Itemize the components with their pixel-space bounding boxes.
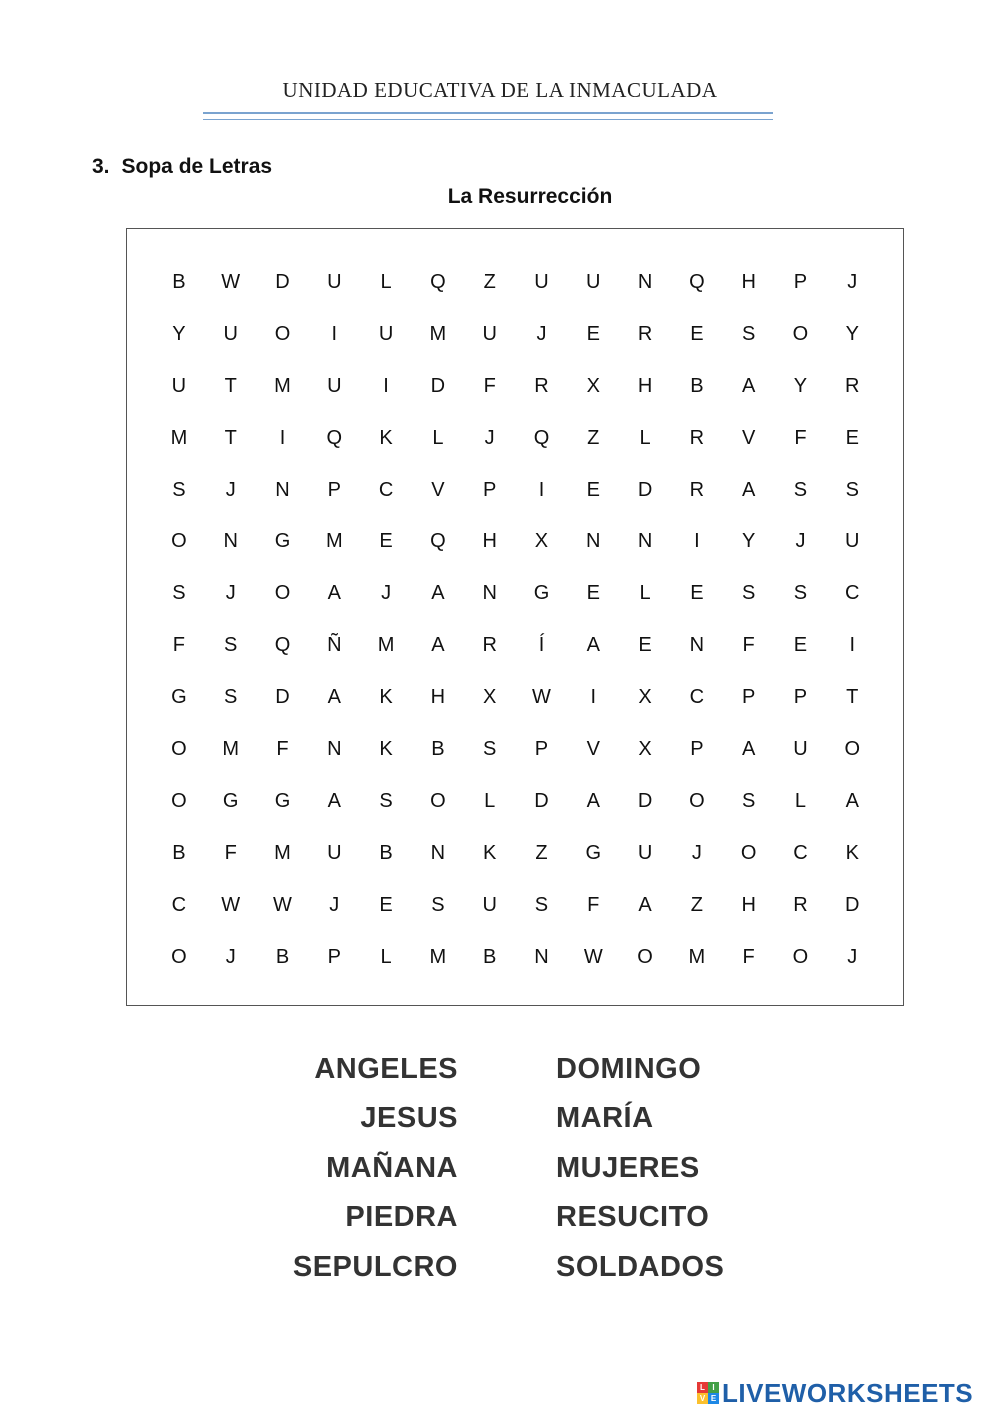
grid-cell[interactable]: X	[638, 686, 652, 709]
liveworksheets-brand	[697, 1378, 973, 1408]
grid-cell[interactable]: E	[638, 634, 652, 657]
logo-square: L	[697, 1382, 708, 1393]
grid-cell[interactable]: J	[847, 945, 858, 968]
grid-cell[interactable]: C	[845, 582, 860, 605]
grid-cell[interactable]: B	[172, 271, 186, 293]
grid-cell[interactable]: U	[534, 271, 549, 293]
grid-cell[interactable]: R	[689, 478, 705, 501]
grid-cell[interactable]: D	[845, 893, 860, 916]
grid-cell[interactable]: Ñ	[327, 634, 342, 657]
grid-cell[interactable]: Z	[535, 841, 548, 864]
grid-cell[interactable]: P	[741, 686, 756, 709]
grid-cell[interactable]: U	[586, 271, 601, 293]
grid-cell[interactable]: N	[430, 841, 446, 864]
grid-cell[interactable]: F	[587, 893, 600, 916]
logo-square: V	[697, 1393, 708, 1404]
grid-cell[interactable]: U	[223, 322, 238, 345]
grid-cell[interactable]: P	[534, 738, 549, 761]
grid-cell[interactable]: R	[793, 893, 808, 916]
grid-cell[interactable]: J	[847, 271, 858, 293]
grid-cell[interactable]: O	[792, 322, 809, 345]
grid-cell[interactable]: D	[275, 271, 290, 293]
word-list-item: PIEDRA	[345, 1201, 458, 1234]
grid-cell[interactable]: U	[793, 738, 808, 761]
grid-cell[interactable]: E	[379, 893, 393, 916]
grid-cell[interactable]: M	[429, 322, 447, 345]
grid-cell[interactable]: C	[689, 686, 705, 709]
grid-cell[interactable]: G	[533, 582, 550, 605]
grid-cell[interactable]: Y	[741, 530, 756, 553]
grid-cell[interactable]: N	[637, 271, 653, 293]
grid-cell[interactable]: O	[274, 322, 291, 345]
grid-cell[interactable]: A	[741, 738, 756, 761]
grid-cell[interactable]: M	[170, 426, 188, 449]
grid-cell[interactable]: D	[637, 478, 653, 501]
grid-cell[interactable]: I	[590, 686, 597, 709]
grid-cell[interactable]: Y	[172, 322, 186, 345]
grid-cell[interactable]: B	[483, 945, 497, 968]
grid-cell[interactable]: U	[327, 271, 342, 293]
grid-cell[interactable]: E	[379, 530, 393, 553]
puzzle-title: La Resurrección	[447, 185, 613, 208]
grid-cell[interactable]: R	[534, 374, 549, 397]
grid-cell[interactable]: N	[534, 945, 549, 968]
grid-cell[interactable]: L	[432, 426, 444, 449]
grid-cell[interactable]: P	[327, 945, 341, 968]
grid-cell[interactable]: F	[276, 738, 289, 761]
grid-cell[interactable]: Y	[845, 322, 859, 345]
grid-cell[interactable]: W	[583, 945, 603, 968]
grid-cell[interactable]: W	[273, 893, 292, 916]
grid-cell[interactable]: D	[275, 686, 290, 709]
grid-cell[interactable]: M	[429, 945, 447, 968]
word-search-grid	[153, 257, 878, 983]
grid-cell[interactable]: U	[171, 374, 187, 397]
grid-cell[interactable]: E	[690, 322, 704, 345]
word-list-right-column	[556, 1045, 816, 1292]
grid-cell[interactable]: L	[639, 426, 651, 449]
word-search-grid-frame	[126, 228, 904, 1006]
word-list-item: MAÑANA	[326, 1151, 458, 1184]
grid-cell[interactable]: U	[637, 841, 653, 864]
grid-cell[interactable]: S	[741, 322, 756, 345]
grid-cell[interactable]: S	[741, 582, 756, 605]
grid-cell[interactable]: Z	[690, 893, 703, 916]
word-list-item: MUJERES	[556, 1151, 700, 1184]
grid-cell[interactable]: S	[224, 686, 238, 709]
grid-cell[interactable]: P	[690, 738, 704, 761]
grid-cell[interactable]: Z	[483, 271, 496, 293]
grid-cell[interactable]: M	[274, 841, 291, 864]
grid-cell[interactable]: H	[741, 893, 756, 916]
grid-cell[interactable]: I	[849, 634, 856, 657]
grid-cell[interactable]: S	[793, 582, 808, 605]
grid-cell[interactable]: S	[483, 738, 497, 761]
grid-cell[interactable]: S	[172, 478, 186, 501]
header-rule-bottom	[203, 119, 773, 120]
grid-cell[interactable]: K	[483, 841, 497, 864]
header-rule-top	[203, 112, 773, 114]
grid-cell[interactable]: V	[586, 738, 600, 761]
logo-square: E	[708, 1393, 719, 1404]
grid-cell[interactable]: S	[224, 634, 238, 657]
grid-cell[interactable]: B	[275, 945, 290, 968]
grid-cell[interactable]: O	[171, 945, 187, 968]
grid-cell[interactable]: G	[274, 789, 291, 812]
grid-cell[interactable]: S	[379, 789, 393, 812]
grid-cell[interactable]: J	[225, 945, 236, 968]
grid-cell[interactable]: L	[380, 945, 392, 968]
grid-cell[interactable]: B	[690, 374, 704, 397]
grid-cell[interactable]: O	[430, 789, 446, 812]
grid-cell[interactable]: I	[694, 530, 700, 553]
grid-cell[interactable]: H	[637, 374, 653, 397]
grid-cell[interactable]: O	[171, 738, 187, 761]
grid-cell[interactable]: A	[431, 634, 445, 657]
grid-cell[interactable]: J	[381, 582, 392, 605]
grid-cell[interactable]: A	[327, 789, 341, 812]
grid-cell[interactable]: M	[377, 634, 395, 657]
grid-cell[interactable]: O	[274, 582, 291, 605]
grid-cell[interactable]: O	[689, 789, 705, 812]
grid-cell[interactable]: B	[172, 841, 186, 864]
grid-cell[interactable]: N	[223, 530, 238, 553]
grid-cell[interactable]: D	[637, 789, 653, 812]
grid-cell[interactable]: U	[845, 530, 860, 553]
school-name: UNIDAD EDUCATIVA DE LA INMACULADA	[282, 78, 718, 102]
grid-cell[interactable]: L	[380, 271, 392, 293]
grid-cell[interactable]: L	[794, 789, 807, 812]
grid-cell[interactable]: X	[534, 530, 549, 553]
grid-cell[interactable]: V	[741, 426, 756, 449]
grid-cell[interactable]: T	[846, 686, 859, 709]
grid-cell[interactable]: I	[383, 374, 389, 397]
grid-cell[interactable]: J	[536, 322, 547, 345]
grid-cell[interactable]: N	[327, 738, 342, 761]
grid-cell[interactable]: K	[845, 841, 859, 864]
grid-cell[interactable]: J	[795, 530, 806, 553]
grid-cell[interactable]: F	[172, 634, 185, 657]
grid-cell[interactable]: R	[845, 374, 860, 397]
grid-cell[interactable]: P	[327, 478, 341, 501]
grid-cell[interactable]: L	[484, 789, 496, 812]
grid-cell[interactable]: J	[484, 426, 495, 449]
liveworksheets-logo-icon	[697, 1382, 719, 1404]
word-list-item: JESUS	[360, 1102, 458, 1135]
grid-cell[interactable]: H	[741, 271, 756, 293]
section-title: Sopa de Letras	[121, 155, 273, 178]
grid-cell[interactable]: P	[793, 271, 808, 293]
grid-cell[interactable]: B	[431, 738, 445, 761]
grid-cell[interactable]: A	[586, 634, 600, 657]
grid-cell[interactable]: Y	[793, 374, 808, 397]
word-list-item: ANGELES	[314, 1053, 458, 1085]
grid-cell[interactable]: X	[638, 738, 652, 761]
word-list-item: MARÍA	[556, 1102, 654, 1135]
grid-cell[interactable]: G	[274, 530, 291, 553]
word-list-item: SEPULCRO	[292, 1250, 458, 1283]
grid-cell[interactable]: J	[329, 893, 340, 916]
grid-cell[interactable]: Q	[326, 426, 343, 449]
grid-cell[interactable]: A	[741, 478, 756, 501]
grid-cell[interactable]: T	[224, 374, 237, 397]
grid-cell[interactable]: Q	[533, 426, 550, 449]
grid-cell[interactable]: N	[275, 478, 290, 501]
grid-cell[interactable]: O	[171, 789, 187, 812]
grid-cell[interactable]: A	[327, 582, 341, 605]
word-list-left-column	[260, 1045, 458, 1292]
grid-cell[interactable]: O	[792, 945, 809, 968]
grid-cell[interactable]: M	[274, 374, 291, 397]
grid-cell[interactable]: T	[224, 426, 237, 449]
grid-cell[interactable]: E	[586, 322, 600, 345]
grid-cell[interactable]: U	[482, 893, 497, 916]
grid-cell[interactable]: N	[637, 530, 653, 553]
grid-cell[interactable]: J	[225, 478, 236, 501]
word-list	[0, 1045, 1000, 1295]
grid-cell[interactable]: A	[741, 374, 756, 397]
grid-cell[interactable]: X	[483, 686, 497, 709]
word-list-item: SOLDADOS	[556, 1250, 725, 1283]
grid-cell[interactable]: A	[586, 789, 600, 812]
grid-cell[interactable]: S	[534, 893, 549, 916]
grid-cell[interactable]: K	[379, 426, 393, 449]
grid-cell[interactable]: J	[225, 582, 236, 605]
grid-cell[interactable]: G	[222, 789, 239, 812]
grid-cell[interactable]: D	[430, 374, 446, 397]
grid-cell[interactable]: O	[171, 530, 187, 553]
grid-cell[interactable]: G	[585, 841, 602, 864]
grid-cell[interactable]: Q	[430, 530, 446, 553]
grid-cell[interactable]: S	[741, 789, 756, 812]
grid-cell[interactable]: U	[327, 841, 342, 864]
brand-name: LIVEWORKSHEETS	[722, 1377, 974, 1408]
grid-cell[interactable]: K	[379, 738, 393, 761]
grid-cell[interactable]: W	[221, 271, 241, 293]
grid-cell[interactable]: U	[378, 322, 394, 345]
grid-cell[interactable]: H	[482, 530, 497, 553]
grid-cell[interactable]: K	[379, 686, 393, 709]
grid-cell[interactable]: P	[483, 478, 497, 501]
grid-cell[interactable]: E	[586, 582, 600, 605]
grid-cell[interactable]: J	[691, 841, 702, 864]
grid-cell[interactable]: S	[793, 478, 808, 501]
grid-cell[interactable]: N	[482, 582, 497, 605]
grid-cell[interactable]: N	[689, 634, 705, 657]
grid-cell[interactable]: S	[172, 582, 186, 605]
grid-cell[interactable]: F	[224, 841, 237, 864]
grid-cell[interactable]: W	[221, 893, 241, 916]
grid-cell[interactable]: I	[279, 426, 286, 449]
grid-cell[interactable]: Q	[689, 271, 705, 293]
grid-cell[interactable]: X	[586, 374, 600, 397]
grid-cell[interactable]: L	[639, 582, 651, 605]
grid-cell[interactable]: H	[430, 686, 446, 709]
grid-cell[interactable]: A	[638, 893, 652, 916]
grid-cell[interactable]: M	[222, 738, 240, 761]
grid-cell[interactable]: F	[794, 426, 807, 449]
grid-cell[interactable]: Z	[587, 426, 600, 449]
grid-cell[interactable]: R	[689, 426, 705, 449]
grid-cell[interactable]: P	[793, 686, 808, 709]
grid-cell[interactable]: V	[431, 478, 445, 501]
grid-cell[interactable]: E	[793, 634, 808, 657]
grid-cell[interactable]: Í	[538, 634, 545, 657]
section-number: 3.	[92, 155, 110, 178]
grid-cell[interactable]: F	[742, 945, 755, 968]
grid-cell[interactable]: R	[637, 322, 653, 345]
grid-cell[interactable]: D	[534, 789, 549, 812]
section-heading	[92, 155, 272, 179]
grid-cell[interactable]: F	[742, 634, 755, 657]
grid-cell[interactable]: S	[845, 478, 859, 501]
grid-cell[interactable]: C	[171, 893, 187, 916]
grid-cell[interactable]: O	[740, 841, 757, 864]
grid-cell[interactable]: O	[844, 738, 861, 761]
logo-square: I	[708, 1382, 719, 1393]
grid-cell[interactable]: S	[431, 893, 445, 916]
grid-cell[interactable]: M	[325, 530, 343, 553]
grid-cell[interactable]: C	[793, 841, 808, 864]
grid-cell[interactable]: A	[431, 582, 445, 605]
grid-cell[interactable]: E	[690, 582, 704, 605]
grid-cell[interactable]: G	[171, 686, 187, 709]
grid-cell[interactable]: A	[327, 686, 341, 709]
grid-cell[interactable]: O	[637, 945, 653, 968]
grid-cell[interactable]: F	[483, 374, 496, 397]
grid-cell[interactable]: N	[586, 530, 601, 553]
grid-cell[interactable]: Q	[274, 634, 291, 657]
grid-cell[interactable]: E	[845, 426, 859, 449]
grid-cell[interactable]: A	[845, 789, 859, 812]
word-list-item: RESUCITO	[556, 1201, 710, 1234]
grid-cell[interactable]: C	[378, 478, 394, 501]
grid-cell[interactable]: Q	[430, 271, 446, 293]
grid-cell[interactable]: U	[482, 322, 497, 345]
grid-cell[interactable]: B	[379, 841, 393, 864]
grid-cell[interactable]: U	[327, 374, 342, 397]
grid-cell[interactable]: M	[688, 945, 706, 968]
word-list-item: DOMINGO	[556, 1053, 702, 1085]
grid-cell[interactable]: R	[482, 634, 497, 657]
grid-cell[interactable]: W	[532, 686, 551, 709]
grid-cell[interactable]: I	[538, 478, 545, 501]
grid-cell[interactable]: E	[586, 478, 600, 501]
grid-cell[interactable]: I	[331, 322, 338, 345]
